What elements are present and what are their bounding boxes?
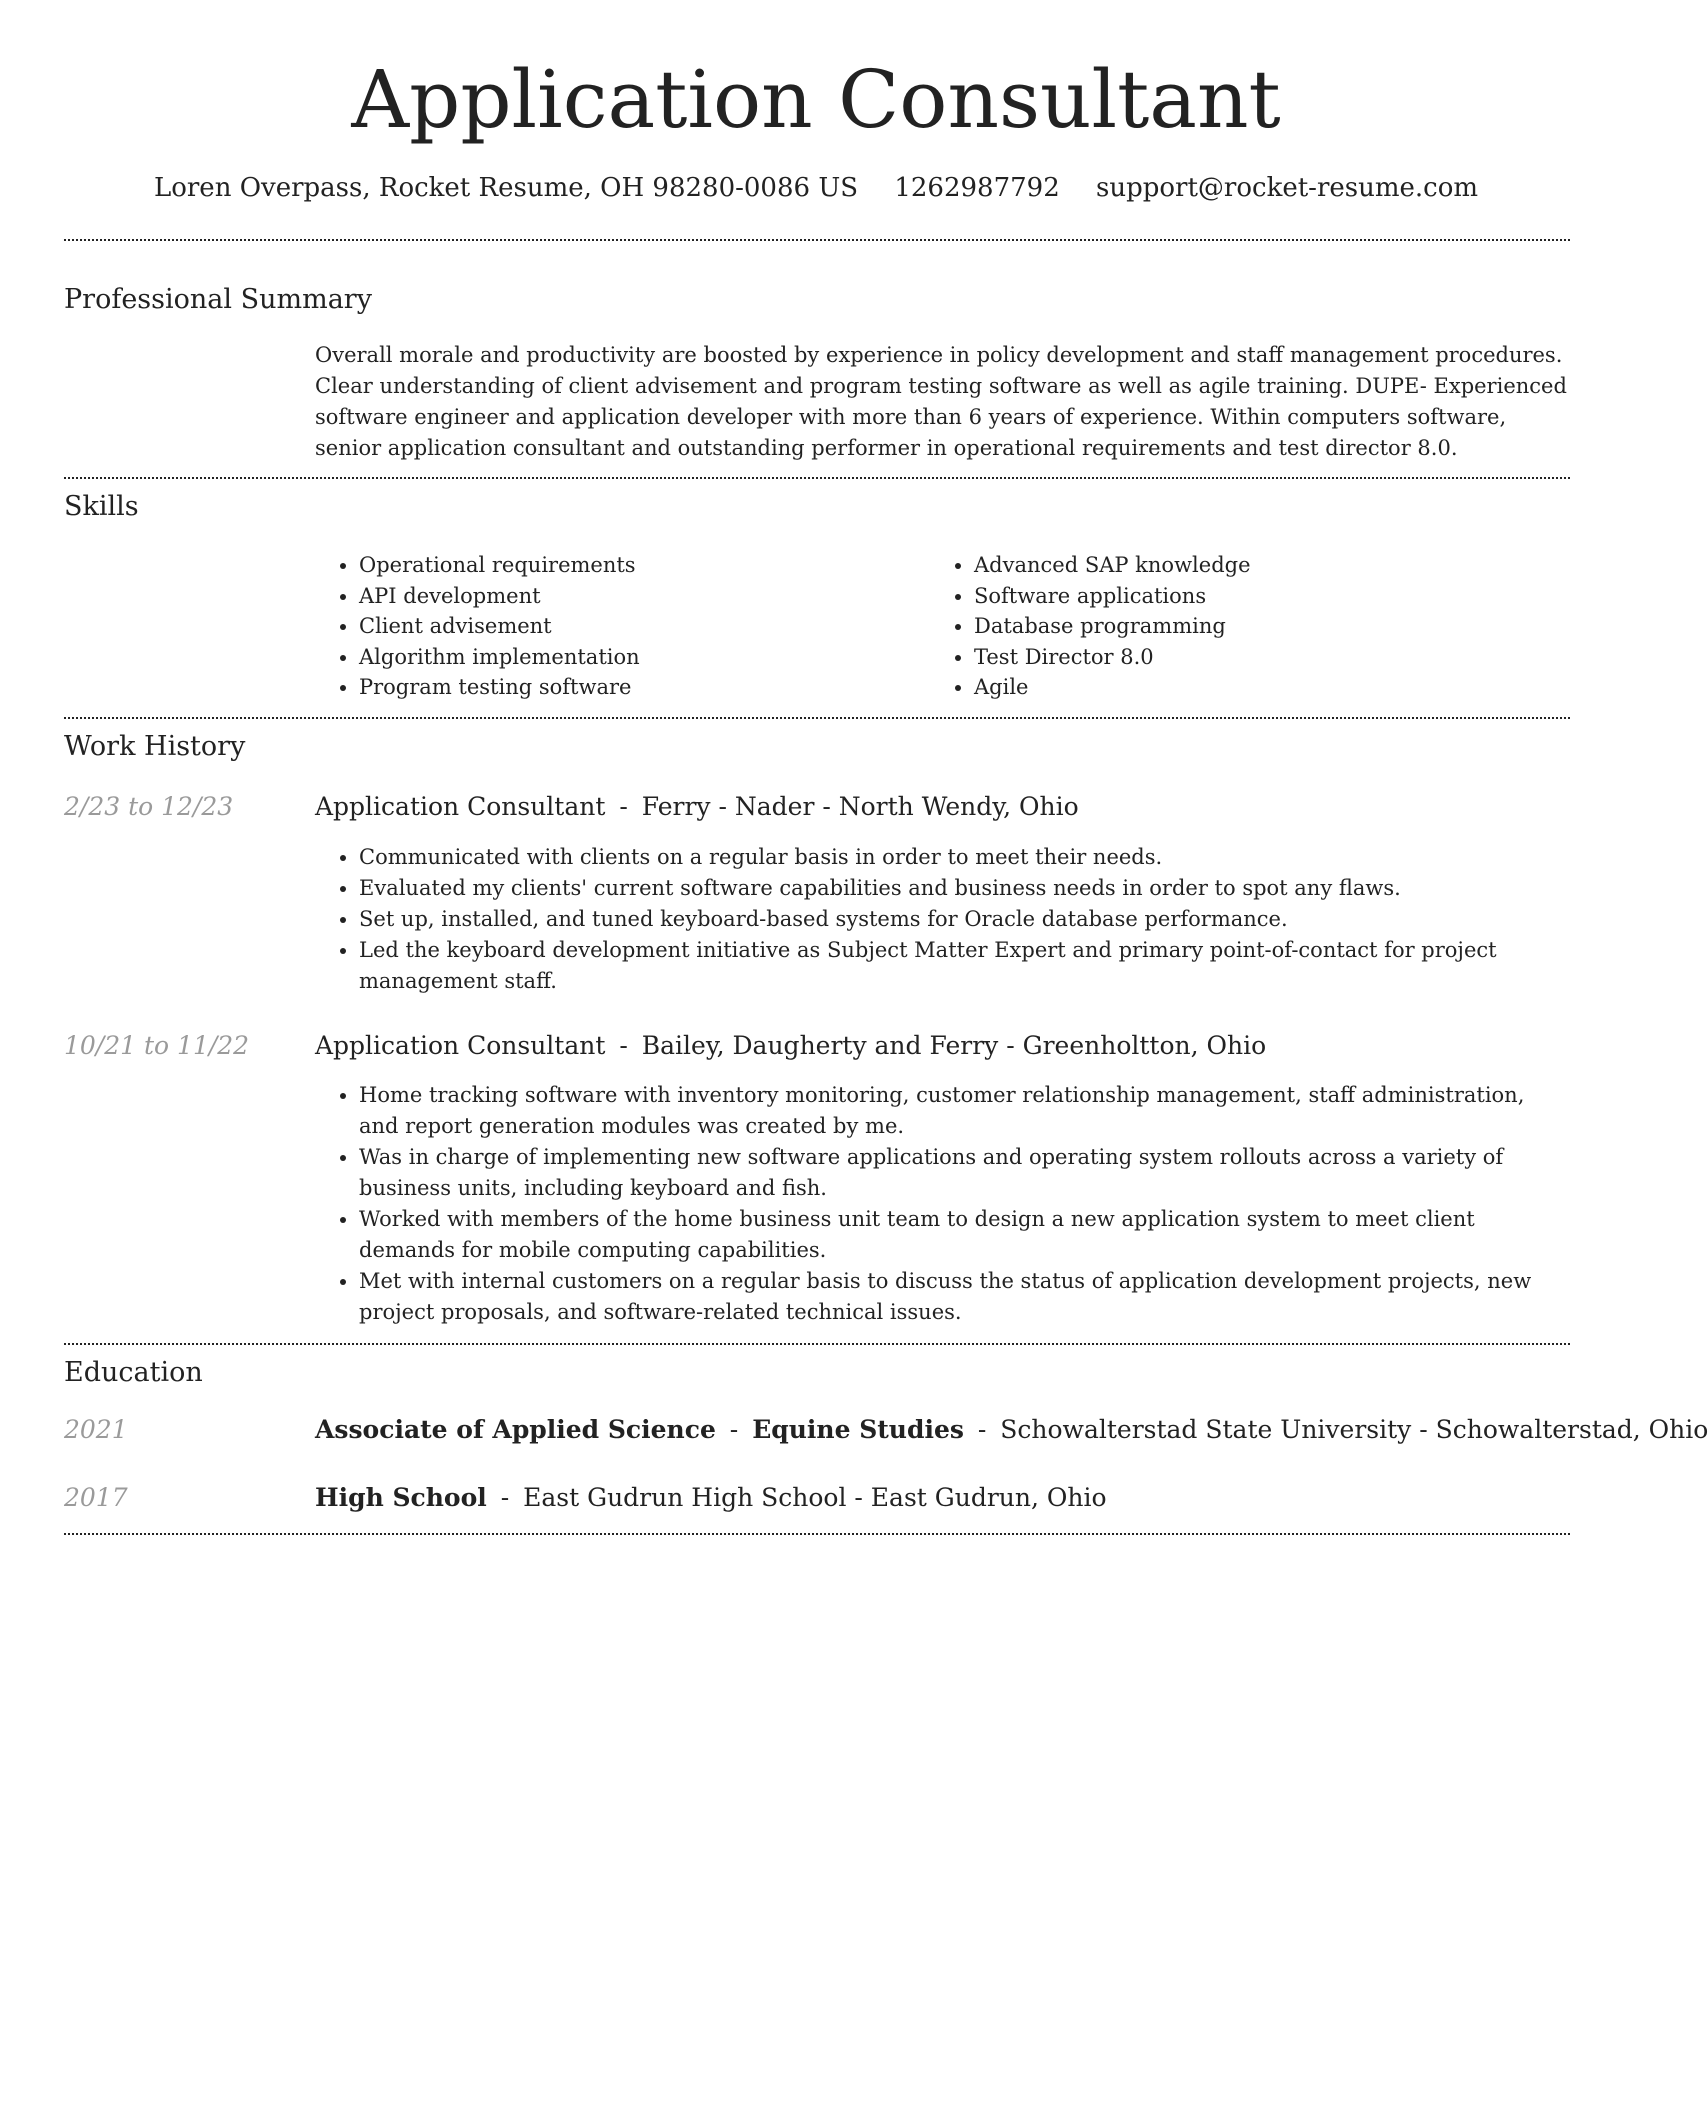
list-item: • Evaluated my clients' current software capabilities and business needs in order to spot any flaws. <box>359 873 1570 904</box>
education-school: Schowalterstad State University - Schowalterstad, Ohio <box>1000 1415 1708 1444</box>
summary-text: Overall morale and productivity are boosted by experience in policy development and staff management procedures. Clear understanding of client advisement and program testing software as well as agile training. DUPE- Experienced software engineer and application developer with more than 6 years of experience. Within computers software, senior application consultant and outstanding performer in operational requirements and test director 8.0. <box>315 343 1567 460</box>
list-item: • Set up, installed, and tuned keyboard-based systems for Oracle database performance. <box>359 904 1570 935</box>
list-item: • Met with internal customers on a regular basis to discuss the status of application development projects, new project proposals, and software-related technical issues. <box>359 1266 1570 1328</box>
job-company: Bailey, Daugherty and Ferry - Greenholtton, Ohio <box>641 1031 1267 1060</box>
education-year: 2021 <box>64 1415 128 1444</box>
divider <box>64 1533 1570 1535</box>
contact-address: Loren Overpass, Rocket Resume, OH 98280-0086 US <box>153 173 859 203</box>
section-heading-skills: Skills <box>64 491 139 522</box>
contact-line <box>0 170 1632 206</box>
list-item: • Worked with members of the home business unit team to design a new application system to meet client demands for mobile computing capabilities. <box>359 1204 1570 1266</box>
job-dates: 2/23 to 12/23 <box>64 792 234 821</box>
list-item: • Led the keyboard development initiative as Subject Matter Expert and primary point-of-contact for project management staff. <box>359 935 1570 997</box>
skills-list-left <box>315 550 640 703</box>
job-company: Ferry - Nader - North Wendy, Ohio <box>641 792 1079 821</box>
job-position: Application Consultant <box>315 1031 606 1060</box>
job-bullets <box>315 1080 1570 1328</box>
job-title: Application Consultant - Ferry - Nader - North Wendy, Ohio <box>315 792 1079 821</box>
contact-phone: 1262987792 <box>894 173 1060 203</box>
education-entry: Associate of Applied Science - Equine Studies - Schowalterstad State University - Schowalterstad, Ohio <box>315 1415 1708 1444</box>
skill-item: • Software applications <box>974 581 1251 612</box>
education-degree: Associate of Applied Science <box>315 1415 716 1444</box>
divider <box>64 1343 1570 1345</box>
education-field: Equine Studies <box>752 1415 964 1444</box>
job-bullets <box>315 842 1570 997</box>
education-degree: High School <box>315 1483 487 1512</box>
skills-list-right <box>930 550 1251 703</box>
job-dates: 10/21 to 11/22 <box>64 1031 250 1060</box>
skill-item: • Algorithm implementation <box>359 642 640 673</box>
section-heading-work: Work History <box>64 731 246 762</box>
skill-item: • Program testing software <box>359 672 640 703</box>
skill-item: • Client advisement <box>359 611 640 642</box>
skill-item: • API development <box>359 581 640 612</box>
skill-item: • Operational requirements <box>359 550 640 581</box>
divider <box>64 717 1570 719</box>
list-item: • Was in charge of implementing new software applications and operating system rollouts across a variety of business units, including keyboard and fish. <box>359 1142 1570 1204</box>
education-school: East Gudrun High School - East Gudrun, Ohio <box>523 1483 1107 1512</box>
skill-item: • Agile <box>974 672 1251 703</box>
list-item: • Home tracking software with inventory monitoring, customer relationship management, staff administration, and report generation modules was created by me. <box>359 1080 1570 1142</box>
resume-title: Application Consultant <box>351 53 1281 146</box>
education-entry: High School - East Gudrun High School - East Gudrun, Ohio <box>315 1483 1107 1512</box>
skill-item: • Test Director 8.0 <box>974 642 1251 673</box>
contact-email: support@rocket-resume.com <box>1096 173 1479 203</box>
skill-item: • Advanced SAP knowledge <box>974 550 1251 581</box>
list-item: • Communicated with clients on a regular basis in order to meet their needs. <box>359 842 1570 873</box>
education-year: 2017 <box>64 1483 128 1512</box>
job-title: Application Consultant - Bailey, Daugherty and Ferry - Greenholtton, Ohio <box>315 1031 1267 1060</box>
divider <box>64 477 1570 479</box>
section-heading-education: Education <box>64 1357 203 1388</box>
job-position: Application Consultant <box>315 792 606 821</box>
skill-item: • Database programming <box>974 611 1251 642</box>
divider <box>64 239 1570 241</box>
section-heading-summary: Professional Summary <box>64 284 372 315</box>
